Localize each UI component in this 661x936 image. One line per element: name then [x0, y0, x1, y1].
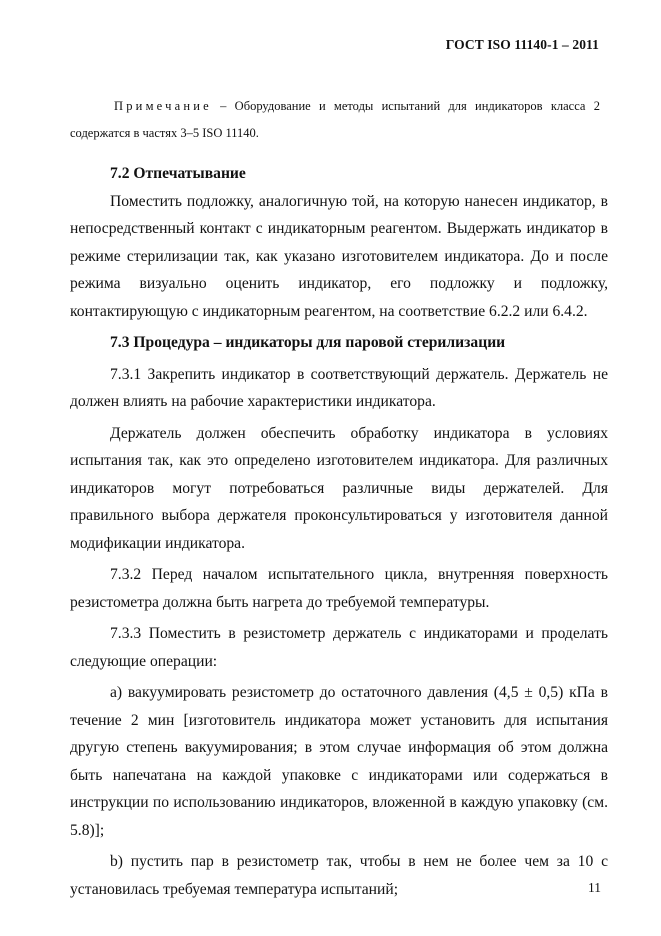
- page-number: 11: [588, 880, 601, 895]
- document-header: ГОСТ ISO 11140-1 – 2011: [445, 37, 599, 52]
- paragraph-holder: Держатель должен обеспечить обработку индикатора в условиях испытания так, как это определено изготовителем индикатора. Для различных индикаторов могут потребоваться различные виды держателей. Для правильного выбора держателя проконсультироваться у изготовителя данной модификации индикатора.: [70, 424, 608, 552]
- note-text-line1: – Оборудование и методы испытаний для индикаторов класса 2: [211, 99, 600, 113]
- document-body: [70, 160, 608, 903]
- list-item-b: b) пустить пар в резистометр так, чтобы в нем не более чем за 10 с установилась требуемая температура испытаний;: [70, 853, 608, 898]
- note-label: Примечание: [114, 99, 212, 113]
- note-block: [70, 93, 600, 147]
- list-item-a: а) вакуумировать резистометр до остаточного давления (4,5 ± 0,5) кПа в течение 2 мин [изготовитель индикатора может установить для испытания другую степень вакуумирования; в этом случае информация об этом должна быть напечатана на каждой упаковке с индикаторами или содержаться в инструкции по использованию индикаторов, вложенной в каждую упаковку (см. 5.8)];: [70, 684, 608, 839]
- note-first-line: [70, 93, 600, 120]
- paragraph-7-3-1: 7.3.1 Закрепить индикатор в соответствующий держатель. Держатель не должен влиять на рабочие характеристики индикатора.: [70, 365, 608, 410]
- section-7-2-heading: 7.2 Отпечатывание: [110, 165, 246, 182]
- note-text-line2: содержатся в частях 3–5 ISO 11140.: [70, 126, 259, 140]
- paragraph-7-3-3: 7.3.3 Поместить в резистометр держатель с индикаторами и проделать следующие операции:: [70, 625, 608, 670]
- section-7-2-paragraph: Поместить подложку, аналогичную той, на которую нанесен индикатор, в непосредственный контакт с индикаторным реагентом. Выдержать индикатор в режиме стерилизации так, как указано изготовителем индикатора. До и после режима визуально оценить индикатор, его подложку и подложку, контактирующую с индикаторным реагентом, на соответствие 6.2.2 или 6.4.2.: [70, 192, 608, 320]
- paragraph-7-3-2: 7.3.2 Перед началом испытательного цикла, внутренняя поверхность резистометра должна быть нагрета до требуемой температуры.: [70, 566, 608, 611]
- section-7-3-heading: 7.3 Процедура – индикаторы для паровой стерилизации: [110, 334, 506, 351]
